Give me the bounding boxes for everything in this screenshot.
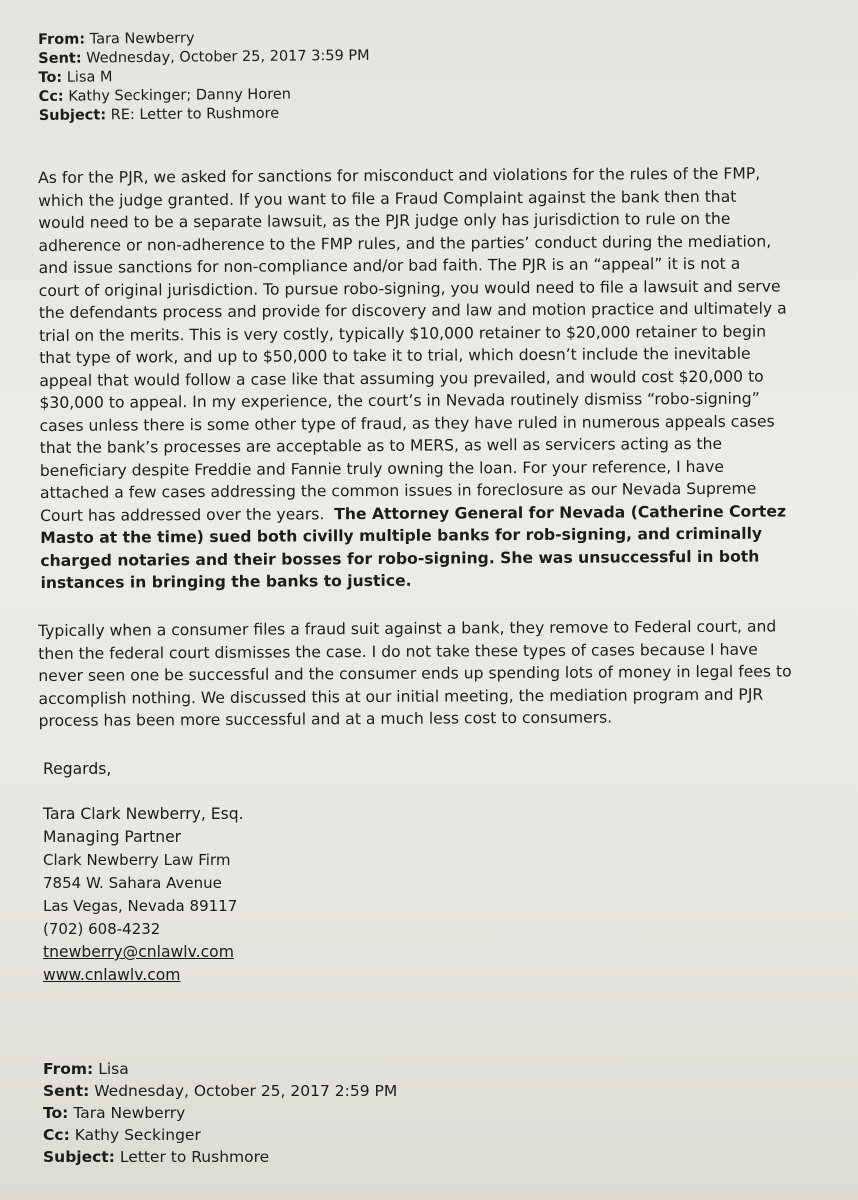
- signature-title: Managing Partner: [43, 828, 182, 846]
- body-line-bold: charged notaries and their bosses for robo-signing. She was unsuccessful in both: [40, 547, 760, 570]
- body-line: appeal that would follow a case like that assuming you prevailed, and would cost $20,000 to: [39, 367, 764, 390]
- sent-row: [38, 47, 370, 69]
- from-label: From:: [38, 31, 86, 48]
- from-row: [43, 1058, 397, 1080]
- signature-block: [43, 803, 244, 987]
- body-line: then the federal court dismisses the case. I do not take these types of cases because I have: [38, 640, 758, 663]
- signature-phone: (702) 608-4232: [43, 920, 161, 938]
- subject-value: Letter to Rushmore: [119, 1148, 270, 1166]
- plain-text: Court has addressed over the years.: [40, 504, 335, 525]
- subject-row: [43, 1146, 397, 1168]
- body-line: and issue sanctions for non-compliance and/or bad faith. The PJR is an “appeal” it is not a: [38, 254, 741, 277]
- signature-firm: Clark Newberry Law Firm: [43, 851, 231, 869]
- signature-email-link[interactable]: tnewberry@cnlawlv.com: [43, 943, 234, 961]
- cc-label: Cc:: [43, 1126, 70, 1144]
- cc-row: [43, 1124, 397, 1146]
- body-line: which the judge granted. If you want to file a Fraud Complaint against the bank then that: [38, 187, 737, 210]
- closing: Regards,: [43, 760, 112, 778]
- to-value: Lisa M: [66, 69, 113, 86]
- sent-value: Wednesday, October 25, 2017 3:59 PM: [86, 47, 370, 67]
- body-line-bold: Masto at the time) sued both civilly multiple banks for rob-signing, and criminally: [40, 524, 763, 547]
- body-paragraph-1: [38, 162, 841, 594]
- subject-value: RE: Letter to Rushmore: [110, 105, 280, 124]
- body-line: trial on the merits. This is very costly, typically $10,000 retainer to $20,000 retainer to begin: [38, 322, 767, 345]
- from-label: From:: [43, 1060, 94, 1078]
- from-value: Tara Newberry: [89, 30, 195, 48]
- to-label: To:: [38, 69, 63, 86]
- sent-label: Sent:: [43, 1082, 90, 1100]
- cc-label: Cc:: [38, 88, 64, 105]
- body-line: As for the PJR, we asked for sanctions for misconduct and violations for the rules of the FMP,: [38, 164, 761, 187]
- original-email-header: [43, 1058, 397, 1168]
- to-row: [43, 1102, 397, 1124]
- signature-website-link[interactable]: www.cnlawlv.com: [43, 966, 181, 984]
- body-line: $30,000 to appeal. In my experience, the court’s in Nevada routinely dismiss “robo-signing”: [39, 389, 760, 412]
- body-line: adherence or non-adherence to the FMP rules, and the parties’ conduct during the mediation,: [38, 232, 772, 255]
- body-line: never seen one be successful and the consumer ends up spending lots of money in legal fees to: [38, 662, 792, 685]
- body-line: beneficiary despite Freddie and Fannie truly owning the loan. For your reference, I have: [39, 457, 724, 480]
- reply-email-header: [38, 28, 370, 126]
- body-line-bold: instances in bringing the banks to justice.: [40, 571, 412, 592]
- body-line: the defendants process and provide for discovery and law and motion practice and ultimately a: [38, 299, 787, 322]
- body-line: that the bank’s processes are acceptable as to MERS, as well as servicers acting as the: [39, 434, 723, 457]
- body-line: would need to be a separate lawsuit, as the PJR judge only has jurisdiction to rule on the: [38, 209, 731, 232]
- cc-value: Kathy Seckinger: [74, 1126, 201, 1144]
- body-line: accomplish nothing. We discussed this at our initial meeting, the mediation program and PJR: [38, 685, 764, 708]
- sent-row: [43, 1080, 397, 1102]
- to-label: To:: [43, 1104, 69, 1122]
- body-paragraph-2: [38, 615, 839, 732]
- body-line: court of original jurisdiction. To pursue robo-signing, you would need to file a lawsuit and serve: [38, 276, 781, 300]
- subject-row: [39, 104, 371, 126]
- body-line: attached a few cases addressing the common issues in foreclosure as our Nevada Supreme: [39, 479, 757, 502]
- from-value: Lisa: [98, 1060, 129, 1078]
- to-value: Tara Newberry: [73, 1104, 186, 1122]
- bold-text: The Attorney General for Nevada (Catherine Cortez: [334, 501, 787, 523]
- signature-name: Tara Clark Newberry, Esq.: [43, 805, 244, 823]
- body-line: Typically when a consumer files a fraud suit against a bank, they remove to Federal court, and: [38, 617, 777, 640]
- sent-value: Wednesday, October 25, 2017 2:59 PM: [94, 1082, 398, 1100]
- subject-label: Subject:: [43, 1148, 115, 1166]
- signature-street: 7854 W. Sahara Avenue: [43, 874, 222, 892]
- body-line: process has been more successful and at a much less cost to consumers.: [38, 708, 613, 730]
- body-line: cases unless there is some other type of fraud, as they have ruled in numerous appeals cases: [39, 412, 775, 435]
- sent-label: Sent:: [38, 50, 82, 67]
- signature-city: Las Vegas, Nevada 89117: [43, 897, 238, 915]
- subject-label: Subject:: [38, 107, 107, 124]
- body-line: that type of work, and up to $50,000 to take it to trial, which doesn’t include the inevitable: [39, 344, 751, 367]
- cc-value: Kathy Seckinger; Danny Horen: [68, 86, 292, 105]
